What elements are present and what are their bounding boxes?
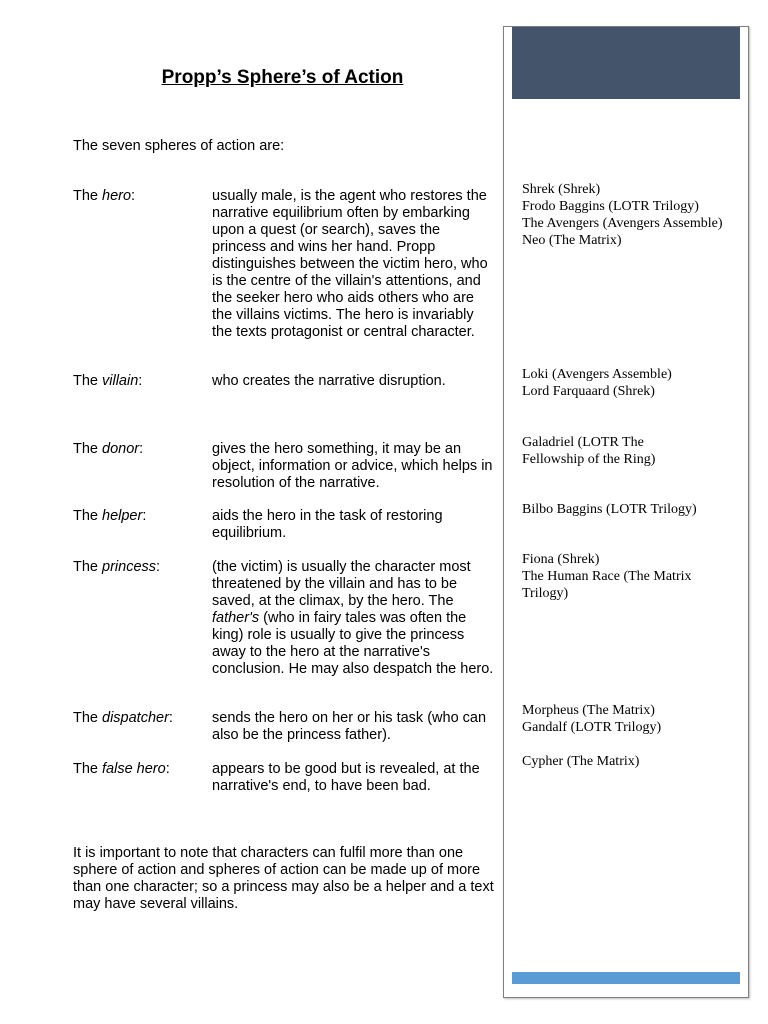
- description-dispatcher: sends the hero on her or his task (who can also be the princess father).: [212, 710, 487, 743]
- sidebar-header-bar: [512, 27, 740, 99]
- examples-false-hero: [522, 753, 737, 770]
- examples-dispatcher: [522, 702, 737, 736]
- example-line: Gandalf (LOTR Trilogy): [522, 720, 662, 735]
- sidebar-footer-bar: [512, 972, 740, 984]
- example-line: Frodo Baggins (LOTR Trilogy): [522, 199, 699, 214]
- description-false-hero: appears to be good but is revealed, at the narrative's end, to have been bad.: [212, 761, 480, 794]
- closing-paragraph: It is important to note that characters can fulfil more than one sphere of action and spheres of action can be made up of more than one character; so a princess may also be a helper and a text may have several villains.: [73, 845, 494, 912]
- description-hero: usually male, is the agent who restores the narrative equilibrium often by embarking upon a quest (or search), saves the princess and wins her hand. Propp distinguishes between the victim hero, who is the centre of the villain's attentions, and the seeker hero who aids others who are the villains victims. The hero is invariably the texts protagonist or central character.: [212, 188, 488, 340]
- examples-hero: [522, 181, 737, 249]
- example-line: Loki (Avengers Assemble): [522, 367, 672, 382]
- example-line: The Avengers (Avengers Assemble): [522, 216, 723, 231]
- example-line: Shrek (Shrek): [522, 182, 601, 197]
- term-hero: The hero:: [73, 188, 136, 204]
- term-false-hero: The false hero:: [73, 761, 170, 777]
- term-dispatcher: The dispatcher:: [73, 710, 173, 726]
- example-line: Cypher (The Matrix): [522, 754, 640, 769]
- example-line: The Human Race (The Matrix Trilogy): [522, 569, 692, 601]
- term-princess: The princess:: [73, 559, 161, 575]
- intro-text: The seven spheres of action are:: [73, 138, 285, 154]
- example-line: Neo (The Matrix): [522, 233, 622, 248]
- examples-helper: [522, 501, 737, 518]
- page-title: Propp’s Sphere’s of Action: [161, 67, 404, 88]
- term-donor: The donor:: [73, 441, 144, 457]
- term-helper: The helper:: [73, 508, 147, 524]
- example-line: Fiona (Shrek): [522, 552, 600, 567]
- example-line: Lord Farquaard (Shrek): [522, 384, 655, 399]
- examples-princess: [522, 551, 737, 602]
- description-princess: (the victim) is usually the character most threatened by the villain and has to be saved, at the climax, by the hero. The father's (who in fairy tales was often the king) role is usually to give the princess away to the hero at the narrative's conclusion. He may also despatch the hero.: [212, 559, 494, 677]
- description-donor: gives the hero something, it may be an object, information or advice, which helps in resolution of the narrative.: [212, 441, 493, 491]
- term-villain: The villain:: [73, 373, 143, 389]
- examples-donor: [522, 434, 682, 468]
- description-helper: aids the hero in the task of restoring equilibrium.: [212, 508, 443, 541]
- example-line: Galadriel (LOTR The Fellowship of the Ring): [522, 435, 656, 467]
- examples-villain: [522, 366, 737, 400]
- example-line: Bilbo Baggins (LOTR Trilogy): [522, 502, 697, 517]
- example-line: Morpheus (The Matrix): [522, 703, 655, 718]
- description-villain: who creates the narrative disruption.: [212, 373, 446, 389]
